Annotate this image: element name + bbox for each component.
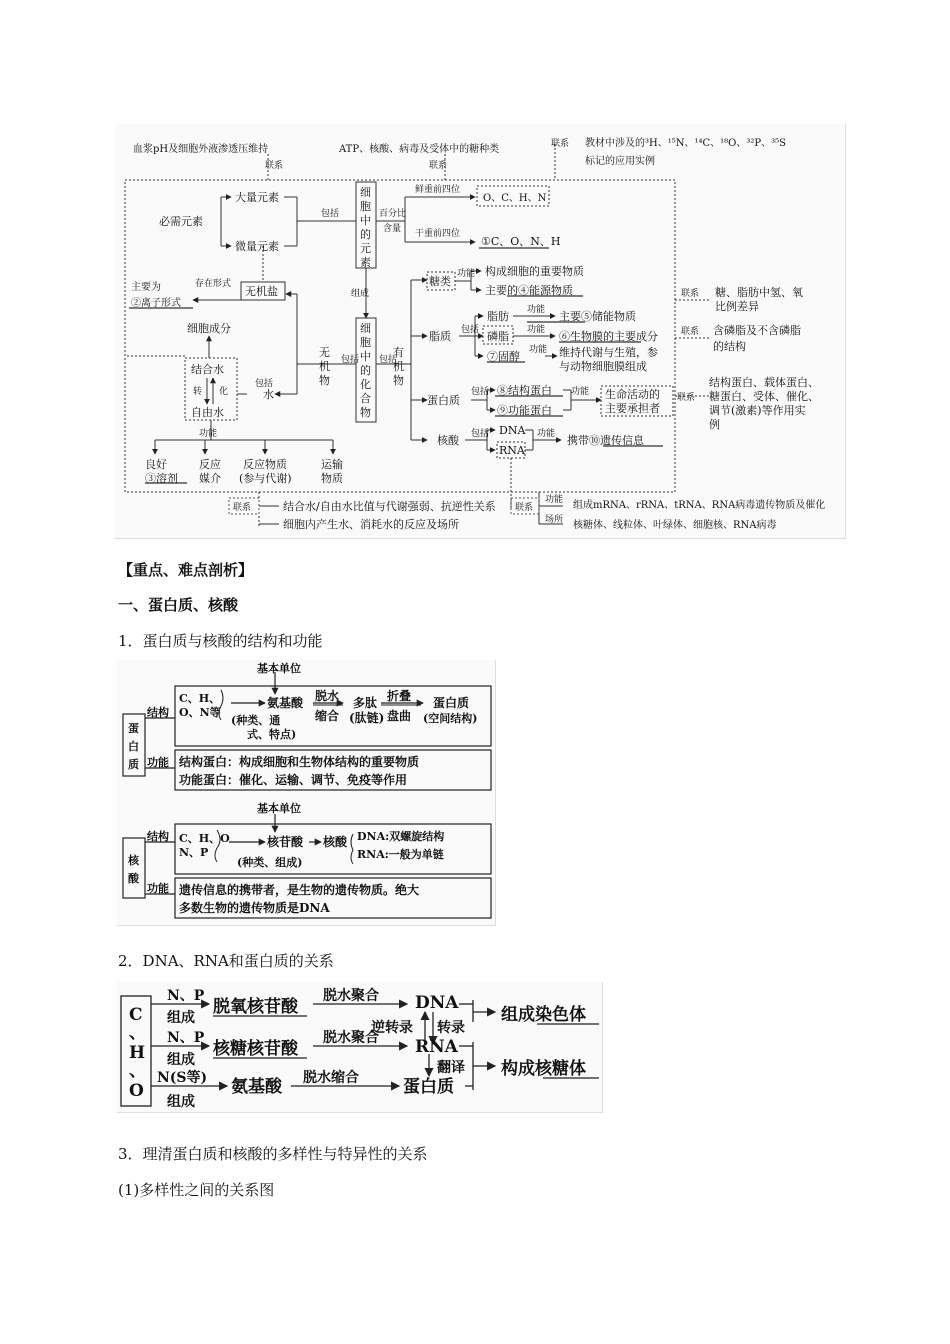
nb-func-2: 多数生物的遗传物质是DNA xyxy=(179,901,330,915)
rel-zucheng: 组成 xyxy=(167,1052,195,1068)
cm-daliang: 大量元素 xyxy=(235,191,279,204)
cm-changsuo: 场所 xyxy=(545,515,564,525)
cm-lianxi: 联系 xyxy=(265,161,284,171)
pb-gongneng: 功能 xyxy=(147,756,169,769)
cm-center-top-char: 的 xyxy=(360,228,371,241)
cm-gongneng: 功能 xyxy=(527,325,546,335)
rel-chon-char: 、 xyxy=(129,1061,146,1081)
concept-map-figure xyxy=(115,124,846,539)
protein-nucleic-figure xyxy=(117,660,496,926)
cm-right-1a: 糖、脂肪中氢、氧 xyxy=(715,286,803,299)
dna-rna-protein-svg xyxy=(117,982,602,1112)
nb-side-char: 核 xyxy=(128,854,139,867)
cm-fanying-wuzhi-1: 反应物质 xyxy=(243,458,287,471)
cm-youjiwu-char: 机 xyxy=(393,360,404,373)
cm-center-bottom-char: 中 xyxy=(360,350,371,363)
pb-func-1: 结构蛋白：构成细胞和生物体结构的重要物质 xyxy=(179,755,420,769)
pb-duotai-sub: (肽链) xyxy=(349,711,385,725)
cm-center-bottom-char: 化 xyxy=(360,378,371,391)
pb-anjisuan-sub-2: 式、特点) xyxy=(247,728,297,741)
cm-bottom-left-1: 结合水/自由水比值与代谢强弱、抗逆性关系 xyxy=(283,500,496,513)
pb-danbai-sub: (空间结构) xyxy=(423,712,478,725)
item-1-heading: 1．蛋白质与核酸的结构和功能 xyxy=(118,632,323,650)
cm-gongneng: 功能 xyxy=(537,429,556,439)
nb-jiben: 基本单位 xyxy=(257,802,301,815)
cm-hesuan: 核酸 xyxy=(437,434,459,447)
item-2-heading: 2．DNA、RNA和蛋白质的关系 xyxy=(118,952,334,970)
cm-baifenbi-2: 含量 xyxy=(383,224,402,234)
cm-guchun-f1: 维持代谢与生殖，参 xyxy=(559,346,658,359)
cm-weiliang: 微量元素 xyxy=(235,240,279,253)
cm-center-bottom-char: 细 xyxy=(360,322,371,335)
cm-wujiwu-char: 机 xyxy=(319,360,330,373)
cm-gongneng: 功能 xyxy=(199,429,218,439)
pb-anjisuan-sub-1: (种类、通 xyxy=(231,714,281,727)
rel-chon-char: O xyxy=(129,1081,144,1101)
cm-center-bottom-char: 合 xyxy=(360,392,371,405)
rel-tuoshui-juhe: 脱水聚合 xyxy=(323,988,379,1004)
cm-gongneng: 功能 xyxy=(527,305,546,315)
pb-jiegou: 结构 xyxy=(147,706,169,719)
cm-cohn: ①C、O、N、H xyxy=(481,235,561,248)
cm-right-3-line: 例 xyxy=(709,418,720,431)
cm-youjiwu-char: 有 xyxy=(393,346,404,359)
cm-bixu: 必需元素 xyxy=(159,215,203,228)
cm-lianxi: 联系 xyxy=(677,393,696,403)
cm-linzhi-f: ⑥生物膜的主要成分 xyxy=(559,330,658,343)
pb-tuoshui-1: 脱水 xyxy=(315,689,340,703)
nb-elements-2: N、P xyxy=(179,846,209,859)
item-3-1-heading: (1)多样性之间的关系图 xyxy=(118,1181,275,1199)
cm-lianxi: 联系 xyxy=(551,139,570,149)
cm-tang-f2: 主要的④能源物质 xyxy=(485,284,573,297)
rel-zucheng: 组成 xyxy=(167,1094,195,1110)
cm-center-top-char: 元 xyxy=(360,242,371,255)
cm-wujiwu-char: 物 xyxy=(319,374,330,387)
cm-xibao-chengfen: 细胞成分 xyxy=(187,322,231,335)
cm-zhuan: 转 xyxy=(193,387,203,397)
cm-meijie: 媒介 xyxy=(199,472,221,485)
nb-dna-line: DNA:双螺旋结构 xyxy=(357,830,445,843)
cm-baokuo: 包括 xyxy=(379,355,398,365)
cm-baokuo: 包括 xyxy=(255,379,274,389)
rel-tuoshui-suohe: 脱水缩合 xyxy=(303,1070,359,1086)
cm-zhuyao-2: ②离子形式 xyxy=(131,298,181,309)
cm-yunshu-2: 物质 xyxy=(321,472,343,485)
cm-zucheng: 组成 xyxy=(351,289,370,299)
nb-elements-1: C、H、O xyxy=(179,832,230,845)
cm-lianghao: 良好 xyxy=(145,458,167,471)
cm-lianxi: 联系 xyxy=(681,289,700,299)
cm-zhizhi: 脂质 xyxy=(429,330,451,343)
cm-right-1b: 比例差异 xyxy=(715,300,759,313)
rel-ns: N(S等) xyxy=(157,1070,208,1086)
pb-side-char: 白 xyxy=(128,740,139,753)
cm-cunzai: 存在形式 xyxy=(195,279,232,289)
cm-zhifang-f: 主要⑤储能物质 xyxy=(559,310,636,323)
nb-hegansuan: 核苷酸 xyxy=(267,835,304,849)
item-3-heading: 3．理清蛋白质和核酸的多样性与特异性的关系 xyxy=(118,1145,428,1163)
cm-wujiwu-char: 无 xyxy=(319,346,330,359)
cm-right-3-line: 糖蛋白、受体、催化、 xyxy=(709,390,819,403)
pb-elements-2: O、N等 xyxy=(179,706,221,719)
cm-center-bottom-char: 的 xyxy=(360,364,371,377)
cm-right-2b: 的结构 xyxy=(713,340,746,353)
cm-hua: 化 xyxy=(219,387,229,397)
cm-danbaizhi: 蛋白质 xyxy=(427,394,460,407)
cm-right-3-line: 调节(激素)等作用实 xyxy=(709,404,806,417)
pb-panqu: 盘曲 xyxy=(387,709,412,723)
cm-wujiyan: 无机盐 xyxy=(245,285,278,298)
rel-tuoyang: 脱氧核苷酸 xyxy=(213,997,298,1017)
cm-xiedai: 携带⑩遗传信息 xyxy=(567,434,644,447)
cm-shui: 水 xyxy=(263,388,274,401)
cm-rna: RNA xyxy=(499,444,525,457)
cm-fanying-wuzhi-2: (参与代谢) xyxy=(239,472,292,485)
pb-anjisuan: 氨基酸 xyxy=(267,696,304,710)
cm-guchun: ⑦固醇 xyxy=(487,350,520,363)
nb-gongneng: 功能 xyxy=(147,882,169,895)
rel-fanyi: 翻译 xyxy=(437,1060,465,1076)
cm-gongneng: 功能 xyxy=(529,345,548,355)
nb-rna-line: RNA:一般为单链 xyxy=(357,848,444,861)
rel-ranse: 组成染色体 xyxy=(501,1005,586,1025)
cm-baokuo: 包括 xyxy=(471,387,490,397)
cm-baifenbi-1: 百分比 xyxy=(379,209,407,219)
concept-map-svg xyxy=(115,124,845,538)
cm-gongneng: 功能 xyxy=(571,387,590,397)
cm-right-2a: 含磷脂及不含磷脂 xyxy=(713,324,801,337)
pb-func-2: 功能蛋白：催化、运输、调节、免疫等作用 xyxy=(179,773,408,787)
rel-nizhuanlu: 逆转录 xyxy=(371,1020,413,1036)
cm-jiehe-shui: 结合水 xyxy=(191,363,224,376)
cm-shengming-1: 生命活动的 xyxy=(605,388,660,401)
cm-zhuyao-1: 主要为 xyxy=(131,282,161,293)
rel-danbai: 蛋白质 xyxy=(403,1077,454,1097)
protein-nucleic-svg xyxy=(117,660,495,925)
rel-tuoshui-juhe: 脱水聚合 xyxy=(323,1030,379,1046)
cm-linzhi: 磷脂 xyxy=(487,330,509,343)
cm-gongneng-db: ⑨功能蛋白 xyxy=(497,404,552,417)
cm-bottom-right-2: 核糖体、线粒体、叶绿体、细胞核、RNA病毒 xyxy=(573,520,777,531)
rel-chon-char: 、 xyxy=(129,1023,146,1043)
cm-jiegou-db: ⑧结构蛋白 xyxy=(497,384,552,397)
rel-chon-char: C xyxy=(129,1005,143,1025)
nb-jiegou: 结构 xyxy=(147,830,169,843)
cm-center-top-char: 中 xyxy=(360,214,371,227)
pb-tuoshui-2: 缩合 xyxy=(315,709,340,723)
cm-center-bottom-char: 胞 xyxy=(360,336,371,349)
nb-side-char: 酸 xyxy=(128,872,139,885)
cm-baokuo: 包括 xyxy=(461,325,480,335)
pb-side-char: 质 xyxy=(128,758,139,771)
cm-top-left: 血浆pH及细胞外液渗透压维持 xyxy=(133,144,269,155)
rel-zhuanlu: 转录 xyxy=(437,1020,465,1036)
cm-gongneng: 功能 xyxy=(457,269,476,279)
cm-baokuo: 包括 xyxy=(321,209,340,219)
cm-bottom-right-1: 组成mRNA、rRNA、tRNA、RNA病毒遗传物质及催化 xyxy=(573,500,826,511)
cm-center-top-char: 细 xyxy=(360,186,371,199)
nb-hegansuan-sub: (种类、组成) xyxy=(237,856,303,869)
cm-ganzhong: 干重前四位 xyxy=(415,229,461,239)
subsection-title: 一、蛋白质、核酸 xyxy=(118,596,239,614)
cm-lianxi: 联系 xyxy=(429,161,448,171)
cm-gongneng: 功能 xyxy=(545,495,564,505)
cm-tang-f1: 构成细胞的重要物质 xyxy=(485,265,584,278)
cm-top-right-1: 教材中涉及的³H、¹⁵N、¹⁴C、¹⁸O、³²P、³⁵S xyxy=(585,138,786,149)
rel-np1: N、P xyxy=(167,988,205,1004)
dna-rna-protein-figure xyxy=(117,982,603,1113)
cm-lianxi: 联系 xyxy=(233,503,252,513)
rel-anjisuan: 氨基酸 xyxy=(231,1077,282,1097)
cm-guchun-f2: 与动物细胞膜组成 xyxy=(559,360,647,373)
section-title: 【重点、难点剖析】 xyxy=(118,561,254,579)
cm-ziyou-shui: 自由水 xyxy=(191,406,224,419)
cm-right-3-line: 结构蛋白、载体蛋白、 xyxy=(709,376,819,389)
rel-rna: RNA xyxy=(415,1037,458,1057)
cm-zhifang: 脂肪 xyxy=(487,310,509,323)
rel-hetangti: 构成核糖体 xyxy=(501,1059,586,1079)
pb-duotai: 多肽 xyxy=(353,696,378,710)
cm-ochn: O、C、H、N xyxy=(483,193,547,204)
cm-youjiwu-char: 物 xyxy=(393,374,404,387)
pb-jiben: 基本单位 xyxy=(257,662,301,675)
rel-np2: N、P xyxy=(167,1030,205,1046)
cm-center-bottom-char: 物 xyxy=(360,406,371,419)
cm-xianzhong: 鲜重前四位 xyxy=(415,185,461,195)
cm-lianxi: 联系 xyxy=(681,327,700,337)
cm-top-right-2: 标记的应用实例 xyxy=(585,156,655,167)
pb-zhedie: 折叠 xyxy=(387,689,412,703)
cm-lianxi: 联系 xyxy=(515,503,534,513)
cm-baokuo: 包括 xyxy=(341,355,360,365)
cm-shengming-2: 主要承担者 xyxy=(605,402,660,415)
cm-top-middle: ATP、核酸、病毒及受体中的糖种类 xyxy=(339,144,500,155)
rel-hetang: 核糖核苷酸 xyxy=(213,1039,298,1059)
cm-tanglei: 糖类 xyxy=(429,275,451,288)
pb-side-char: 蛋 xyxy=(128,722,139,735)
cm-bottom-left-2: 细胞内产生水、消耗水的反应及场所 xyxy=(283,518,459,531)
rel-chon-char: H xyxy=(129,1043,146,1063)
cm-dna: DNA xyxy=(499,424,526,437)
rel-zucheng: 组成 xyxy=(167,1010,195,1026)
cm-baokuo: 包括 xyxy=(471,429,490,439)
cm-center-top-char: 胞 xyxy=(360,200,371,213)
cm-fanying: 反应 xyxy=(199,458,221,471)
pb-danbai: 蛋白质 xyxy=(433,696,470,710)
cm-yunshu-1: 运输 xyxy=(321,458,343,471)
cm-rongji: ③溶剂 xyxy=(145,472,178,485)
nb-func-1: 遗传信息的携带者，是生物的遗传物质。绝大 xyxy=(179,883,420,897)
pb-elements-1: C、H、 xyxy=(179,692,221,705)
rel-dna: DNA xyxy=(415,993,459,1013)
cm-center-top-char: 素 xyxy=(360,256,371,269)
nb-hesuan: 核酸 xyxy=(323,835,348,849)
